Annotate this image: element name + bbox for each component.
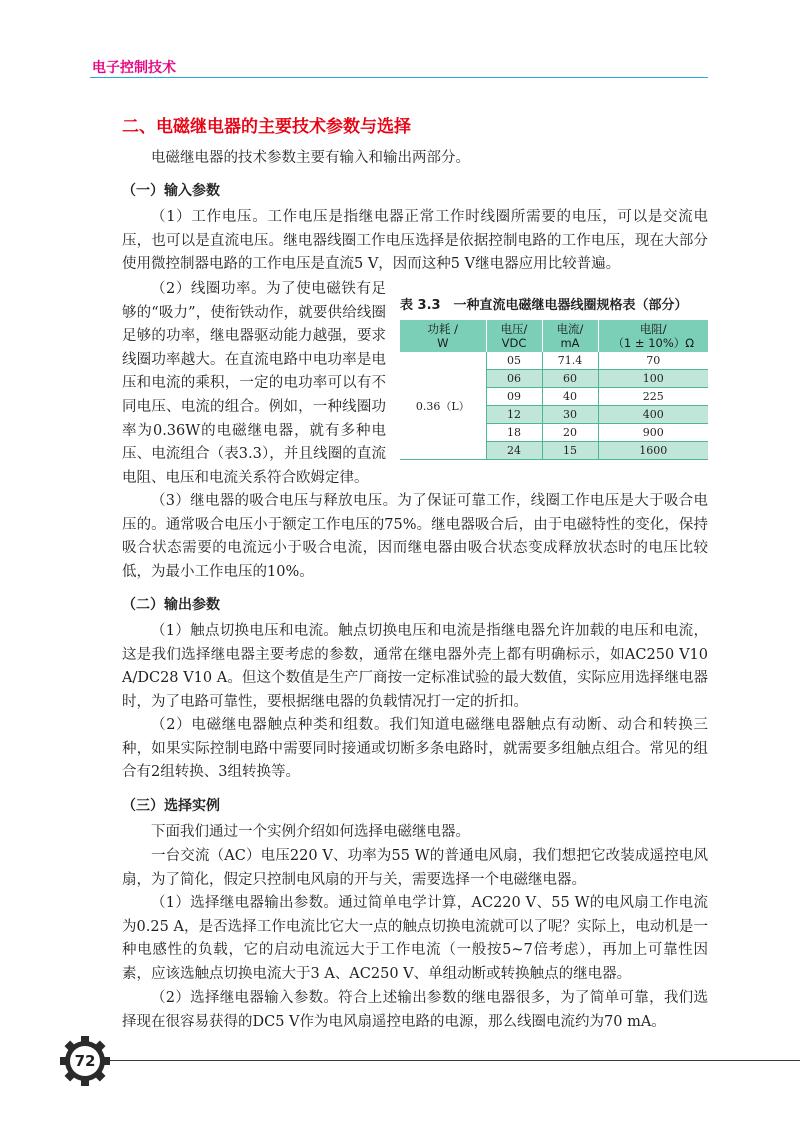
resistance-cell: 400: [598, 406, 708, 424]
example-output-paragraph: （1）选择继电器输出参数。通过简单电学计算，AC220 V、55 W的电风扇工作电流为0.25 A，是否选择工作电流比它大一点的触点切换电流就可以了呢？实际上，电动机是一种电感性的负载，它的启动电流远大于工作电流（一般按5~7倍考虑），再加上可靠性因素，应该选触点切换电流大于3 A、AC250 V、单组动断或转换触点的继电器。: [122, 895, 708, 982]
header-current: 电流/ mA: [542, 320, 598, 352]
current-cell: 40: [542, 388, 598, 406]
power-cell: 0.36（L）: [400, 352, 486, 460]
coil-spec-table: [400, 320, 708, 460]
header-resistance: 电阻/ （1 ± 10%）Ω: [598, 320, 708, 352]
example-input-paragraph: （2）选择继电器输入参数。符合上述输出参数的继电器很多，为了简单可靠，我们选择现在很容易获得的DC5 V作为电风扇遥控电路的电源，那么线圈电流约为70 mA。: [122, 990, 708, 1030]
contact-type-paragraph: （2）电磁继电器触点种类和组数。我们知道电磁继电器触点有动断、动合和转换三种，如果实际控制电路中需要同时接通或切断多条电路时，就需要多组触点组合。常见的组合有2组转换、3组转换等。: [122, 717, 708, 781]
output-params-heading: （二）输出参数: [122, 597, 220, 613]
resistance-cell: 100: [598, 370, 708, 388]
resistance-cell: 70: [598, 352, 708, 370]
running-header: 电子控制技术: [92, 60, 176, 76]
voltage-cell: 18: [486, 424, 542, 442]
table-caption: 表 3.3 一种直流电磁继电器线圈规格表（部分）: [400, 298, 688, 313]
table-row: [400, 352, 708, 370]
voltage-cell: 06: [486, 370, 542, 388]
page-number: 72: [74, 1052, 96, 1070]
current-cell: 71.4: [542, 352, 598, 370]
current-cell: 30: [542, 406, 598, 424]
current-cell: 60: [542, 370, 598, 388]
header-voltage: 电压/ VDC: [486, 320, 542, 352]
contact-rating-paragraph: （1）触点切换电压和电流。触点切换电压和电流是指继电器允许加载的电压和电流，这是我们选择继电器主要考虑的参数，通常在继电器外壳上都有明确标示，如AC250 V10 A/DC28 V10 A。但这个数值是生产厂商按一定标准试验的最大数值，实际应用选择继电器时，为了电路可靠性，要根据继电器的负载情况打一定的折扣。: [122, 623, 708, 710]
pull-release-paragraph: （3）继电器的吸合电压与释放电压。为了保证可靠工作，线圈工作电压是大于吸合电压的。通常吸合电压小于额定工作电压的75%。继电器吸合后，由于电磁特性的变化，保持吸合状态需要的电流远小于吸合电流，因而继电器由吸合状态变成释放状态时的电压比较低，为最小工作电压的10%。: [122, 493, 708, 580]
intro-paragraph: 电磁继电器的技术参数主要有输入和输出两部分。: [151, 150, 470, 166]
voltage-paragraph: （1）工作电压。工作电压是指继电器正常工作时线圈所需要的电压，可以是交流电压，也可以是直流电压。继电器线圈工作电压选择是依据控制电路的工作电压，现在大部分使用微控制器电路的工作电压是直流5 V，因而这种5 V继电器应用比较普遍。: [122, 209, 708, 273]
current-cell: 15: [542, 442, 598, 460]
voltage-cell: 09: [486, 388, 542, 406]
voltage-cell: 24: [486, 442, 542, 460]
input-params-heading: （一）输入参数: [122, 183, 220, 199]
voltage-cell: 05: [486, 352, 542, 370]
resistance-cell: 225: [598, 388, 708, 406]
resistance-cell: 1600: [598, 442, 708, 460]
header-power: 功耗 / W: [400, 320, 486, 352]
header-divider: [90, 77, 708, 78]
voltage-cell: 12: [486, 406, 542, 424]
example-heading: （三）选择实例: [122, 798, 220, 814]
footer-divider: [108, 1060, 800, 1061]
current-cell: 20: [542, 424, 598, 442]
coil-power-paragraph: （2）线圈功率。为了使电磁铁有足够的“吸力”，使衔铁动作，就要供给线圈足够的功率，继电器驱动能力越强，要求线圈功率越大。在直流电路中电功率是电压和电流的乘积，一定的电功率可以有不同电压、电流的组合。例如，一种线圈功率为0.36W的电磁继电器，就有多种电压、电流组合（表3.3），并且线圈的直流电阻、电压和电流关系符合欧姆定律。: [122, 281, 386, 486]
table-header-row: [400, 320, 708, 352]
example-intro-paragraph: 下面我们通过一个实例介绍如何选择电磁继电器。: [151, 824, 470, 840]
section-title: 二、电磁继电器的主要技术参数与选择: [122, 117, 411, 137]
example-case-paragraph: 一台交流（AC）电压220 V、功率为55 W的普通电风扇，我们想把它改装成遥控电风扇，为了简化，假定只控制电风扇的开与关，需要选择一个电磁继电器。: [122, 848, 708, 888]
resistance-cell: 900: [598, 424, 708, 442]
